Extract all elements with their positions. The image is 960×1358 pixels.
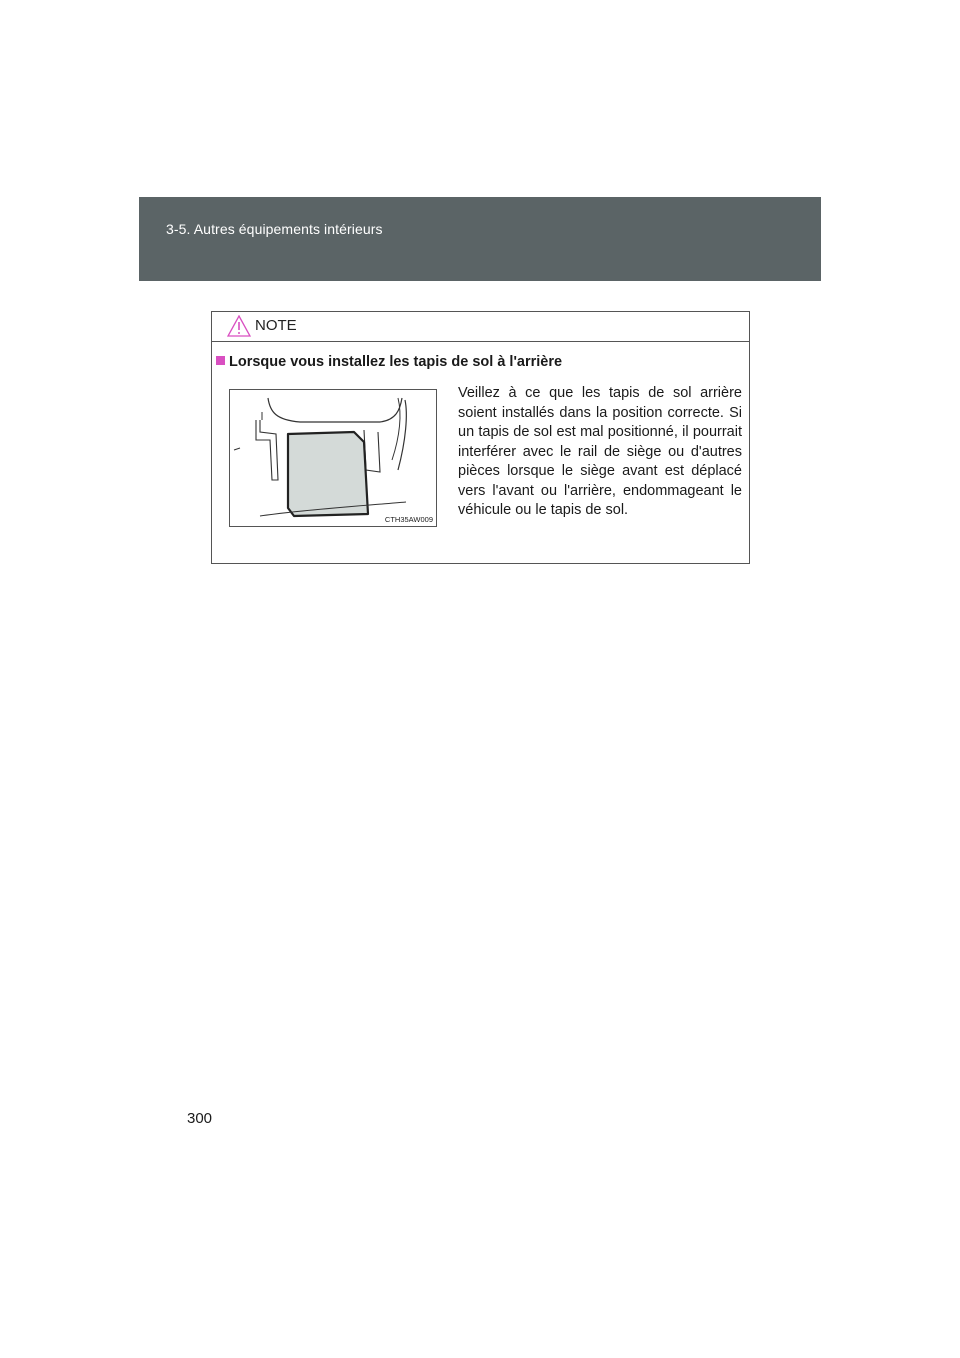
note-header (212, 312, 749, 342)
floor-mat-illustration (229, 389, 437, 527)
section-title-header: 3-5. Autres équipements intérieurs (166, 221, 383, 237)
note-box (211, 311, 750, 564)
page-number: 300 (187, 1110, 213, 1127)
note-body-text: Veillez à ce que les tapis de sol arrière soient installés dans la position correcte. Si un tapis de sol est mal positionné, il pourrait interférer avec le rail de siège ou d'autres pièces lorsque le siège avant est déplacé vers l'avant ou l'arrière, endommageant le véhicule ou le tapis de sol. (458, 385, 742, 518)
bullet-square-icon (216, 356, 225, 365)
warning-triangle-icon (227, 315, 251, 337)
section-header-band (139, 197, 821, 281)
note-section-title (216, 354, 562, 370)
figure-code: CTH35AW009 (384, 515, 433, 524)
floor-mat-drawing (230, 390, 436, 526)
note-label: NOTE (255, 317, 297, 334)
note-section-title-text: Lorsque vous installez les tapis de sol à l'arrière (229, 354, 563, 370)
